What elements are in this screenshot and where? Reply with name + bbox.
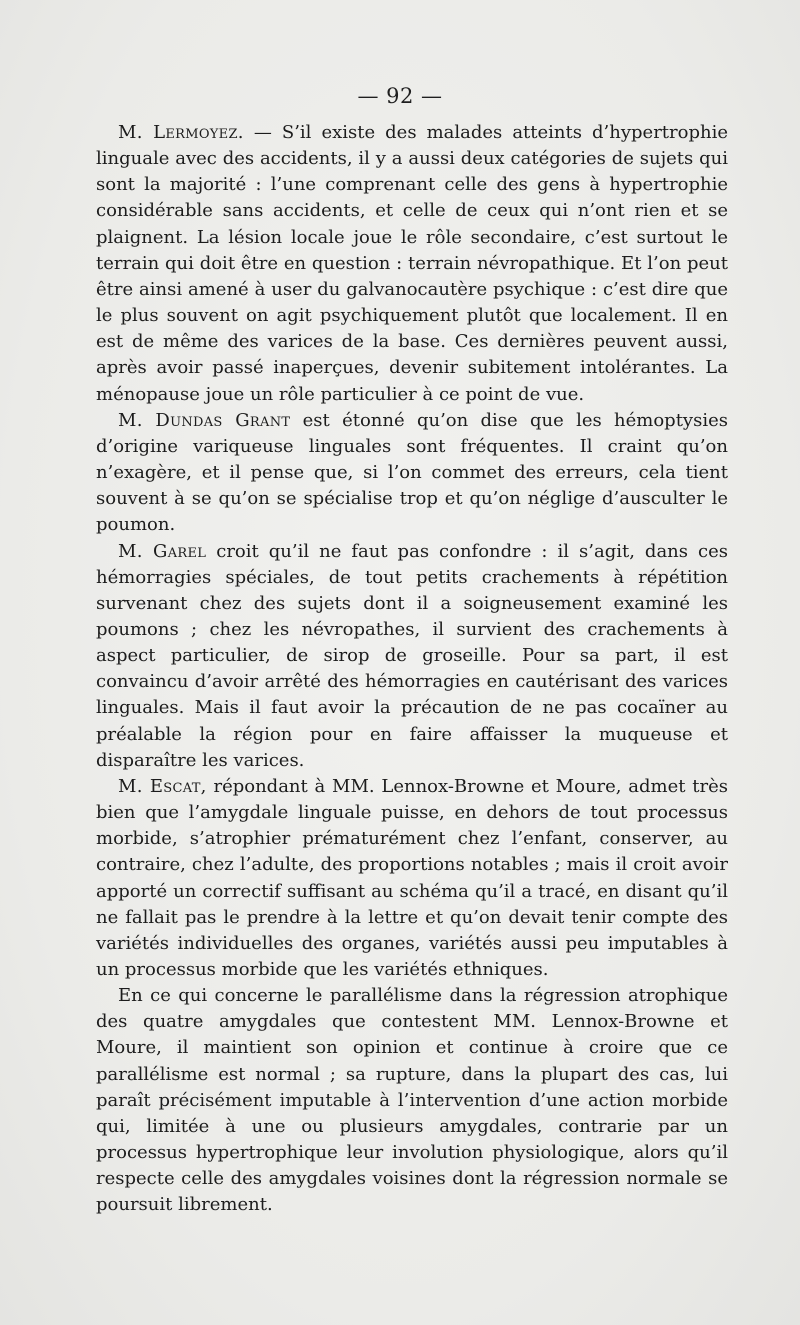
paragraph-text: — S’il existe des malades atteints d’hypertrophie linguale avec des accidents, il y a aussi deux catégories de sujets qui sont la majorité : l’une comprenant celle des gens à hypertrophie considérable sans accidents, et celle de ceux qui n’ont rien et se plaignent. La lésion locale joue le rôle secondaire, c’est surtout le terrain qui doit être en question : terrain névropathique. Et l’on peut être ainsi amené à user du galvanocautère psychique : c’est dire que le plus souvent on agit psychiquement plutôt que localement. Il en est de même des varices de la base. Ces dernières peuvent aussi, après avoir passé inaperçues, devenir subitement intolérantes. La ménopause joue un rôle particulier à ce point de vue. <box>96 122 728 405</box>
paragraph-parallelisme <box>96 983 728 1218</box>
paragraph-text: En ce qui concerne le parallélisme dans la régression atrophique des quatre amygdales que contestent MM. Lennox-Browne et Moure, il maintient son opinion et continue à croire que ce parallélisme est normal ; sa rupture, dans la plupart des cas, lui paraît précisément imputable à l’intervention d’une action morbide qui, limitée à une ou plusieurs amygdales, contrarie par un processus hypertrophique leur involution physiologique, alors qu’il respecte celle des amygdales voisines dont la régression normale se poursuit librement. <box>96 985 728 1216</box>
speaker-name: M. Escat, <box>118 775 207 797</box>
paragraph-text: est étonné qu’on dise que les hémoptysies d’origine variqueuse linguales sont fréquentes. Il craint qu’on n’exagère, et il pense que, si l’on commet des erreurs, cela tient souvent à se qu’on se spécialise trop et qu’on néglige d’ausculter le poumon. <box>96 409 728 536</box>
page-text <box>96 120 728 1219</box>
paragraph-text: croit qu’il ne faut pas confondre : il s’agit, dans ces hémorragies spéciales, de tout petits crachements à répétition survenant chez des sujets dont il a soigneusement examiné les poumons ; chez les névropathes, il survient des crachements à aspect particulier, de sirop de groseille. Pour sa part, il est convaincu d’avoir arrêté des hémorragies en cautérisant des varices linguales. Mais il faut avoir la précaution de ne pas cocaïner au préalable la région pour en faire affaisser la muqueuse et disparaître les varices. <box>96 540 728 771</box>
page-number: — 92 — <box>357 84 443 108</box>
speaker-name: M. Dundas Grant <box>118 409 291 431</box>
paragraph-dundas-grant <box>96 408 728 539</box>
paragraph-garel <box>96 539 728 774</box>
speaker-name: M. Garel <box>118 540 207 562</box>
paragraph-text: répondant à MM. Lennox-Browne et Moure, admet très bien que l’amygdale linguale puisse, en dehors de tout processus morbide, s’atrophier prématurément chez l’enfant, conserver, au contraire, chez l’adulte, des proportions notables ; mais il croit avoir apporté un correctif suffisant au schéma qu’il a tracé, en disant qu’il ne fallait pas le prendre à la lettre et qu’on devait tenir compte des variétés individuelles des organes, variétés aussi peu imputables à un processus morbide que les variétés ethniques. <box>96 775 728 980</box>
paragraph-lermoyez <box>96 120 728 408</box>
speaker-name: M. Lermoyez. <box>118 122 244 143</box>
paragraph-escat <box>96 774 728 983</box>
